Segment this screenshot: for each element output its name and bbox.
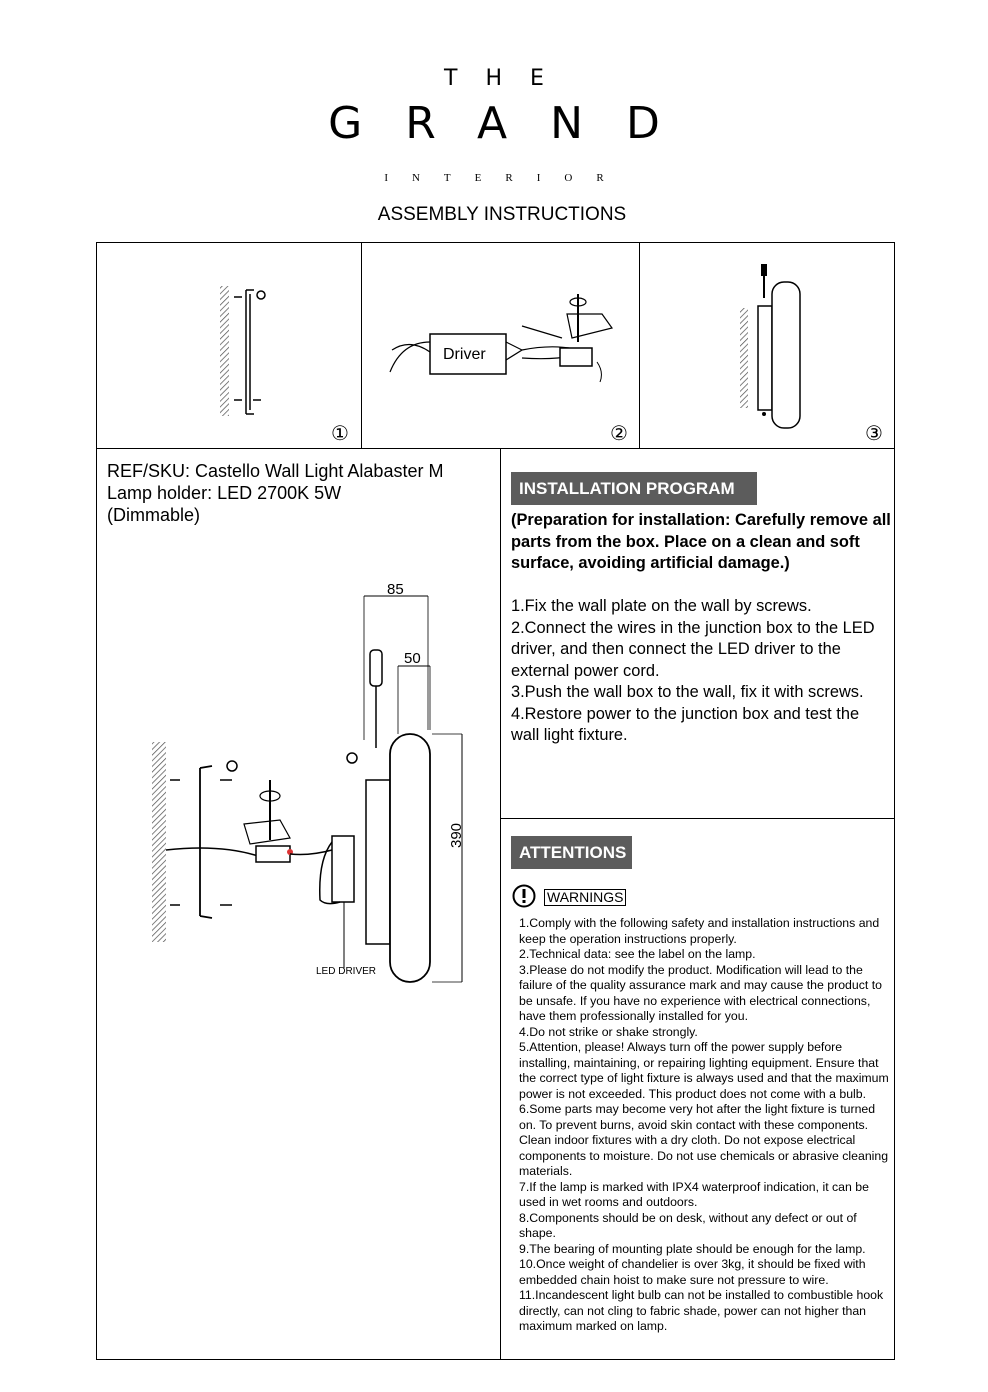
power-cable (166, 848, 258, 856)
brand-line-the: THE (444, 66, 572, 91)
warning-item: 5.Attention, please! Always turn off the power supply before installing, maintaining, or repairing lighting equipment. Ensure that the correct type of light fixture is always used and that the maximum power is not exceeded. This product does not come with a bulb. (519, 1040, 889, 1101)
warning-item: 6.Some parts may become very hot after the light fixture is turned on. To prevent burns, avoid skin contact with these components. Clean indoor fixtures with a dry cloth. Do not expose electrical components to moisture. Do not use chemicals or abrasive cleaning materials. (519, 1102, 889, 1178)
divider-install-attentions (500, 818, 895, 819)
installation-step: 1.Fix the wall plate on the wall by screws. (511, 597, 812, 615)
wall-box (758, 306, 772, 410)
spec-ref: REF/SKU: Castello Wall Light Alabaster M (107, 461, 444, 481)
attentions-heading: ATTENTIONS (511, 836, 632, 869)
divider-main-columns (500, 448, 501, 1360)
dimension-diagram (140, 580, 500, 1000)
step-number-2: ② (610, 421, 628, 445)
spec-lamp-holder: Lamp holder: LED 2700K 5W (107, 483, 342, 503)
warnings-list (519, 916, 891, 1335)
warning-item: 7.If the lamp is marked with IPX4 waterproof indication, it can be used in wet rooms and outdoors. (519, 1179, 869, 1209)
screw-rotate-icon (347, 753, 357, 763)
divider-steps-bottom (96, 448, 895, 449)
warning-item: 3.Please do not modify the product. Modification will lead to the failure of the quality assurance mark and may cause the product to be unsafe. If you have no experience with electrical connections, have them professionally installed for you. (519, 962, 882, 1023)
warning-item: 10.Once weight of chandelier is over 3kg, it should be fixed with embedded chain hoist to make sure not pressure to wire. (519, 1257, 866, 1287)
document-title: ASSEMBLY INSTRUCTIONS (377, 204, 627, 225)
led-driver-caption: LED DRIVER (316, 966, 377, 977)
junction-box (560, 348, 592, 366)
junction-box (256, 846, 290, 862)
warning-item: 1.Comply with the following safety and installation instructions and keep the operation instructions properly. (519, 916, 880, 946)
dimension-depth: 50 (404, 650, 421, 667)
wall-plate (200, 766, 212, 918)
warnings-label: WARNINGS (544, 889, 626, 906)
installation-step: 2.Connect the wires in the junction box to the LED driver, and then connect the LED driver to the external power cord. (511, 618, 875, 680)
wall-plate (246, 290, 254, 414)
lamp-shade (390, 734, 430, 982)
warning-icon (512, 884, 536, 908)
installation-step: 4.Restore power to the junction box and test the wall light fixture. (511, 704, 860, 744)
spec-dimmable: (Dimmable) (107, 505, 201, 525)
brand-line-grand: GRAND (328, 98, 703, 149)
step-number-1: ① (331, 421, 349, 445)
step-number-3: ③ (865, 421, 883, 445)
screw-rotate-icon (227, 761, 237, 771)
step3-illustration (640, 242, 895, 448)
driver-label: Driver (443, 346, 486, 363)
brand-line-interior: INTERIOR (384, 172, 628, 184)
warning-item: 11.Incandescent light bulb can not be installed to combustible hook directly, can not cling to fabric shade, power can not higher than maximum marked on lamp. (519, 1288, 884, 1333)
screw-icon (257, 291, 265, 299)
warning-item: 9.The bearing of mounting plate should be enough for the lamp. (519, 1241, 866, 1256)
product-spec (107, 460, 497, 526)
power-cable (390, 342, 430, 372)
wall-hatch (740, 308, 748, 408)
installation-step: 3.Push the wall box to the wall, fix it with screws. (511, 683, 864, 701)
lamp-shade (772, 282, 800, 428)
wall-hatch (220, 286, 229, 416)
step2-illustration (362, 242, 639, 448)
warning-item: 2.Technical data: see the label on the lamp. (519, 947, 756, 961)
dimension-height: 390 (448, 822, 465, 848)
installation-steps (511, 596, 891, 747)
installation-preparation: (Preparation for installation: Carefully remove all parts from the box. Place on a clean and soft surface, avoiding artificial damage.) (511, 511, 891, 572)
warning-item: 4.Do not strike or shake strongly. (519, 1024, 698, 1039)
dimension-width: 85 (387, 581, 404, 598)
led-driver-box (332, 836, 354, 902)
step1-illustration (96, 242, 361, 448)
installation-heading: INSTALLATION PROGRAM (511, 472, 757, 505)
warning-item: 8.Components should be on desk, without any defect or out of shape. (519, 1210, 857, 1240)
wall-hatch (152, 742, 166, 942)
wall-box (366, 780, 390, 944)
